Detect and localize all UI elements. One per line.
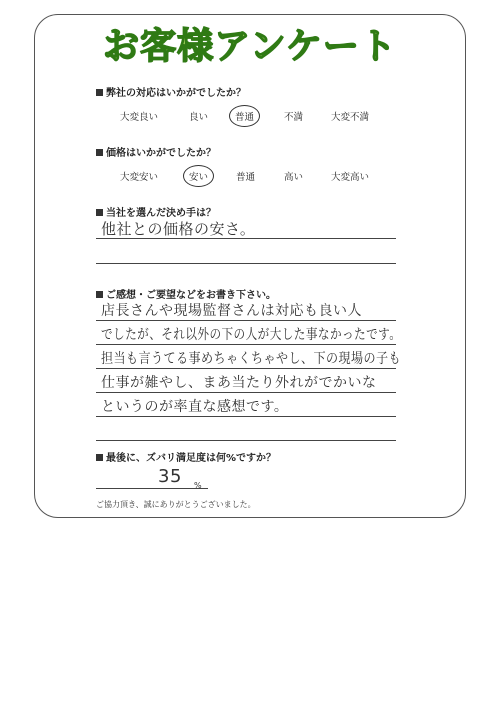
satisfaction-value[interactable]: 35 [158,466,182,487]
bullet-square-icon [96,149,103,156]
answer-line [96,416,396,417]
satisfaction-line [96,488,208,489]
comment-line-2[interactable]: でしたが、それ以外の下の人が大した事なかったです。 [101,327,402,343]
option-price-very-expensive[interactable]: 大変高い [331,172,370,183]
bullet-square-icon [96,89,103,96]
question-price [96,144,216,159]
option-service-dissatisfied[interactable]: 不満 [284,112,304,123]
option-price-very-cheap[interactable]: 大変安い [120,172,159,183]
answer-line [96,392,396,393]
question-satisfaction-label: 最後に、ズバリ満足度は何%ですか？ [106,453,277,464]
thanks-note: ご協力頂き、誠にありがとうございました。 [96,500,256,509]
option-service-very-dissatisfied[interactable]: 大変不満 [331,112,370,123]
deciding-factor-answer[interactable]: 他社との価格の安さ。 [101,220,256,238]
satisfaction-unit: % [194,481,202,490]
question-service [96,84,246,99]
comment-line-1[interactable]: 店長さんや現場監督さんは対応も良い人 [101,303,362,319]
comment-line-4[interactable]: 仕事が雑やし、まあ当たり外れがでかいな [101,375,377,391]
question-comments-label: ご感想・ご要望などをお書き下さい。 [106,290,276,301]
comment-line-5[interactable]: というのが率直な感想です。 [101,399,289,415]
option-price-normal[interactable]: 普通 [236,172,256,183]
answer-line [96,320,396,321]
answer-line [96,440,396,441]
bullet-square-icon [96,291,103,298]
question-price-label: 価格はいかがでしたか？ [106,148,216,159]
survey-title: お客様アンケート [103,26,397,67]
question-service-label: 弊社の対応はいかがでしたか？ [106,88,246,99]
question-comments [96,286,276,301]
option-price-cheap-selected[interactable]: 安い [189,169,208,183]
question-deciding-factor-label: 当社を選んだ決め手は？ [106,208,216,219]
option-service-normal-selected[interactable]: 普通 [235,109,254,123]
answer-line [96,263,396,264]
question-deciding-factor [96,204,216,219]
answer-line [96,368,396,369]
answer-line [96,344,396,345]
option-service-good[interactable]: 良い [189,112,209,123]
comment-line-3[interactable]: 担当も言うてる事めちゃくちゃやし、下の現場の子も [101,351,401,367]
option-service-very-good[interactable]: 大変良い [120,112,159,123]
question-satisfaction [96,449,276,464]
bullet-square-icon [96,454,103,461]
answer-line [96,238,396,239]
option-price-expensive[interactable]: 高い [284,172,304,183]
bullet-square-icon [96,209,103,216]
